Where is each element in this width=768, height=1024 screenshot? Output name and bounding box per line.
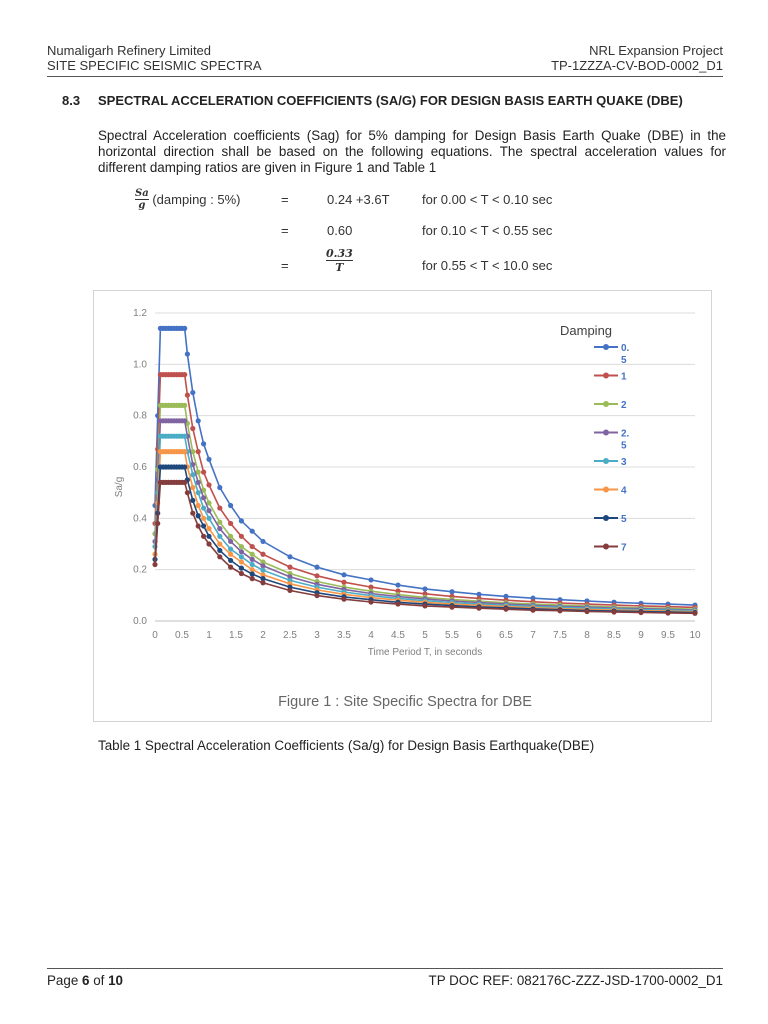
- x-tick-label: 1: [206, 630, 212, 641]
- data-point: [368, 577, 373, 582]
- data-point: [239, 566, 244, 571]
- x-tick-label: 4: [368, 630, 374, 641]
- data-point: [239, 571, 244, 576]
- data-point: [250, 562, 255, 567]
- data-point: [228, 503, 233, 508]
- data-point: [206, 526, 211, 531]
- data-point: [584, 609, 589, 614]
- data-point: [314, 573, 319, 578]
- data-point: [250, 576, 255, 581]
- figure-caption: Figure 1 : Site Specific Spectra for DBE: [278, 694, 532, 710]
- spectra-chart-svg: [94, 291, 711, 721]
- legend-swatch-marker: [603, 487, 609, 493]
- x-tick-label: 1.5: [229, 630, 243, 641]
- y-tick-label: 1.2: [133, 308, 147, 319]
- data-point: [287, 554, 292, 559]
- x-tick-label: 3.5: [337, 630, 351, 641]
- sa-over-g-fraction: [135, 188, 149, 211]
- data-point: [190, 498, 195, 503]
- legend-label: 0.: [621, 343, 630, 354]
- data-point: [250, 557, 255, 562]
- data-point: [503, 607, 508, 612]
- data-point: [190, 472, 195, 477]
- legend-label: 3: [621, 457, 627, 468]
- data-point: [185, 393, 190, 398]
- eq-row-3-fraction: [326, 247, 353, 274]
- y-tick-label: 0.6: [133, 462, 147, 473]
- data-point: [185, 351, 190, 356]
- data-point: [239, 554, 244, 559]
- y-tick-label: 1.0: [133, 359, 147, 371]
- data-point: [422, 586, 427, 591]
- data-point: [185, 490, 190, 495]
- equation-lhs: [135, 188, 240, 211]
- legend-label: 5: [621, 514, 627, 525]
- x-tick-label: 5: [422, 630, 428, 641]
- x-tick-label: 7.5: [553, 630, 567, 641]
- data-point: [422, 603, 427, 608]
- page-total: 10: [108, 973, 124, 988]
- damping-note: (damping : 5%): [152, 192, 241, 207]
- series-line-1: [155, 375, 695, 608]
- x-tick-label: 5.5: [445, 630, 459, 641]
- document-number: TP-1ZZZA-CV-BOD-0002_D1: [551, 58, 723, 73]
- legend-label: 1: [621, 371, 627, 383]
- data-point: [196, 523, 201, 528]
- x-tick-label: 7: [530, 630, 536, 641]
- data-point: [217, 505, 222, 510]
- data-point: [368, 599, 373, 604]
- x-tick-label: 9: [638, 630, 644, 641]
- legend-label: 5: [621, 355, 627, 366]
- x-tick-label: 6.5: [499, 630, 513, 641]
- data-point: [196, 490, 201, 495]
- data-point: [182, 464, 187, 469]
- x-tick-label: 0.5: [175, 630, 189, 641]
- x-tick-label: 0: [152, 630, 158, 641]
- legend-label: 7: [621, 542, 627, 554]
- data-point: [449, 605, 454, 610]
- data-point: [395, 582, 400, 587]
- data-point: [201, 470, 206, 475]
- x-tick-label: 2: [260, 630, 266, 641]
- data-point: [611, 609, 616, 614]
- data-point: [196, 503, 201, 508]
- data-point: [239, 534, 244, 539]
- legend-swatch-marker: [603, 544, 609, 550]
- eq-row-2-sign: =: [281, 223, 289, 238]
- data-point: [152, 562, 157, 567]
- data-point: [341, 572, 346, 577]
- footer-rule: [47, 968, 723, 969]
- x-tick-label: 8.5: [607, 630, 621, 641]
- eq-row-3-sign: =: [281, 258, 289, 273]
- legend-label: 2: [621, 400, 627, 411]
- data-point: [228, 547, 233, 552]
- data-point: [692, 611, 697, 616]
- doc-reference: TP DOC REF: 082176C-ZZZ-JSD-1700-0002_D1: [428, 973, 723, 988]
- data-point: [250, 529, 255, 534]
- data-point: [206, 482, 211, 487]
- data-point: [239, 544, 244, 549]
- figure-1-chart: [93, 290, 712, 722]
- legend-label: 5: [621, 440, 627, 452]
- legend-swatch-marker: [603, 458, 609, 464]
- y-tick-label: 0.0: [133, 616, 147, 627]
- section-title: SPECTRAL ACCELERATION COEFFICIENTS (SA/G) FOR DESIGN BASIS EARTH QUAKE (DBE): [98, 93, 683, 108]
- data-point: [314, 565, 319, 570]
- data-point: [530, 608, 535, 613]
- data-point: [217, 534, 222, 539]
- data-point: [201, 495, 206, 500]
- legend-title: Damping: [560, 323, 613, 338]
- legend-label: 2.: [621, 428, 630, 440]
- data-point: [287, 588, 292, 593]
- data-point: [217, 541, 222, 546]
- data-point: [228, 558, 233, 563]
- data-point: [665, 610, 670, 615]
- project-name: NRL Expansion Project: [589, 43, 723, 58]
- page-of: of: [93, 973, 105, 988]
- x-tick-label: 3: [314, 630, 320, 641]
- data-point: [190, 511, 195, 516]
- data-point: [206, 541, 211, 546]
- data-point: [190, 426, 195, 431]
- data-point: [228, 539, 233, 544]
- data-point: [557, 608, 562, 613]
- data-point: [206, 534, 211, 539]
- data-point: [182, 480, 187, 485]
- section-paragraph: Spectral Acceleration coefficients (Sag) for 5% damping for Design Basis Earth Quake (DBE) in the horizontal direction shall be based on the following equations. The spectral acceleration values for different damping ratios are given in Figure 1 and Table 1: [98, 128, 726, 175]
- data-point: [182, 449, 187, 454]
- data-point: [201, 441, 206, 446]
- section-number: 8.3: [62, 93, 81, 108]
- eq-row-3-numerator: 0.33: [326, 247, 353, 260]
- data-point: [201, 534, 206, 539]
- data-point: [228, 552, 233, 557]
- y-axis-label: Sa/g: [114, 476, 125, 498]
- eq-row-3-range: for 0.55 < T < 10.0 sec: [422, 258, 553, 273]
- legend-swatch-marker: [603, 344, 609, 350]
- eq-row-2-expr: 0.60: [327, 223, 353, 238]
- data-point: [341, 580, 346, 585]
- eq-row-2-range: for 0.10 < T < 0.55 sec: [422, 223, 553, 238]
- data-point: [260, 539, 265, 544]
- header-left: [47, 43, 262, 73]
- page-number: 6: [82, 973, 90, 988]
- data-point: [206, 508, 211, 513]
- x-tick-label: 10: [689, 630, 701, 641]
- y-tick-label: 0.8: [133, 410, 147, 422]
- data-point: [239, 518, 244, 523]
- page-label: Page: [47, 973, 79, 988]
- data-point: [341, 597, 346, 602]
- data-point: [287, 565, 292, 570]
- eq-row-3-expr: [326, 247, 353, 274]
- legend-swatch-marker: [603, 373, 609, 379]
- data-point: [182, 434, 187, 439]
- x-tick-label: 8: [584, 630, 590, 641]
- eq-row-3-denominator: T: [326, 260, 353, 274]
- header-right: [551, 43, 723, 73]
- legend-swatch-marker: [603, 401, 609, 407]
- legend-swatch-marker: [603, 515, 609, 521]
- data-point: [395, 601, 400, 606]
- eq-row-1-sign: =: [281, 192, 289, 207]
- data-point: [196, 513, 201, 518]
- data-point: [638, 610, 643, 615]
- eq-row-1-expr: 0.24 +3.6T: [327, 192, 390, 207]
- data-point: [206, 457, 211, 462]
- fraction-numerator: Sa: [135, 188, 149, 199]
- data-point: [449, 589, 454, 594]
- data-point: [228, 565, 233, 570]
- data-point: [190, 485, 195, 490]
- fraction-denominator: g: [135, 199, 149, 211]
- y-tick-label: 0.2: [133, 564, 147, 576]
- data-point: [250, 552, 255, 557]
- data-point: [182, 403, 187, 408]
- eq-row-1-range: for 0.00 < T < 0.10 sec: [422, 192, 553, 207]
- series-line-3: [155, 436, 695, 611]
- data-point: [155, 521, 160, 526]
- x-tick-label: 6: [476, 630, 482, 641]
- data-point: [182, 326, 187, 331]
- data-point: [190, 390, 195, 395]
- data-point: [260, 552, 265, 557]
- header-rule: [47, 76, 723, 77]
- legend-swatch-marker: [603, 430, 609, 436]
- data-point: [217, 526, 222, 531]
- data-point: [182, 418, 187, 423]
- data-point: [217, 485, 222, 490]
- data-point: [217, 520, 222, 525]
- page-indicator: [47, 973, 123, 988]
- data-point: [476, 606, 481, 611]
- data-point: [201, 516, 206, 521]
- company-name: Numaligarh Refinery Limited: [47, 43, 212, 58]
- data-point: [250, 544, 255, 549]
- data-point: [217, 554, 222, 559]
- data-point: [314, 593, 319, 598]
- data-point: [260, 580, 265, 585]
- data-point: [182, 372, 187, 377]
- x-tick-label: 9.5: [661, 630, 675, 641]
- data-point: [201, 523, 206, 528]
- data-point: [206, 516, 211, 521]
- document-subject: SITE SPECIFIC SEISMIC SPECTRA: [47, 58, 262, 73]
- data-point: [201, 505, 206, 510]
- data-point: [196, 418, 201, 423]
- series-line-2.5: [155, 421, 695, 610]
- x-tick-label: 4.5: [391, 630, 405, 641]
- x-tick-label: 2.5: [283, 630, 297, 641]
- data-point: [250, 571, 255, 576]
- data-point: [228, 521, 233, 526]
- data-point: [217, 548, 222, 553]
- legend-label: 4: [621, 485, 627, 497]
- table-caption: Table 1 Spectral Acceleration Coefficients (Sa/g) for Design Basis Earthquake(DBE): [98, 738, 595, 753]
- series-line-2: [155, 405, 695, 609]
- x-axis-label: Time Period T, in seconds: [367, 647, 483, 658]
- data-point: [260, 568, 265, 573]
- data-point: [196, 449, 201, 454]
- data-point: [239, 549, 244, 554]
- data-point: [239, 559, 244, 564]
- y-tick-label: 0.4: [133, 513, 147, 525]
